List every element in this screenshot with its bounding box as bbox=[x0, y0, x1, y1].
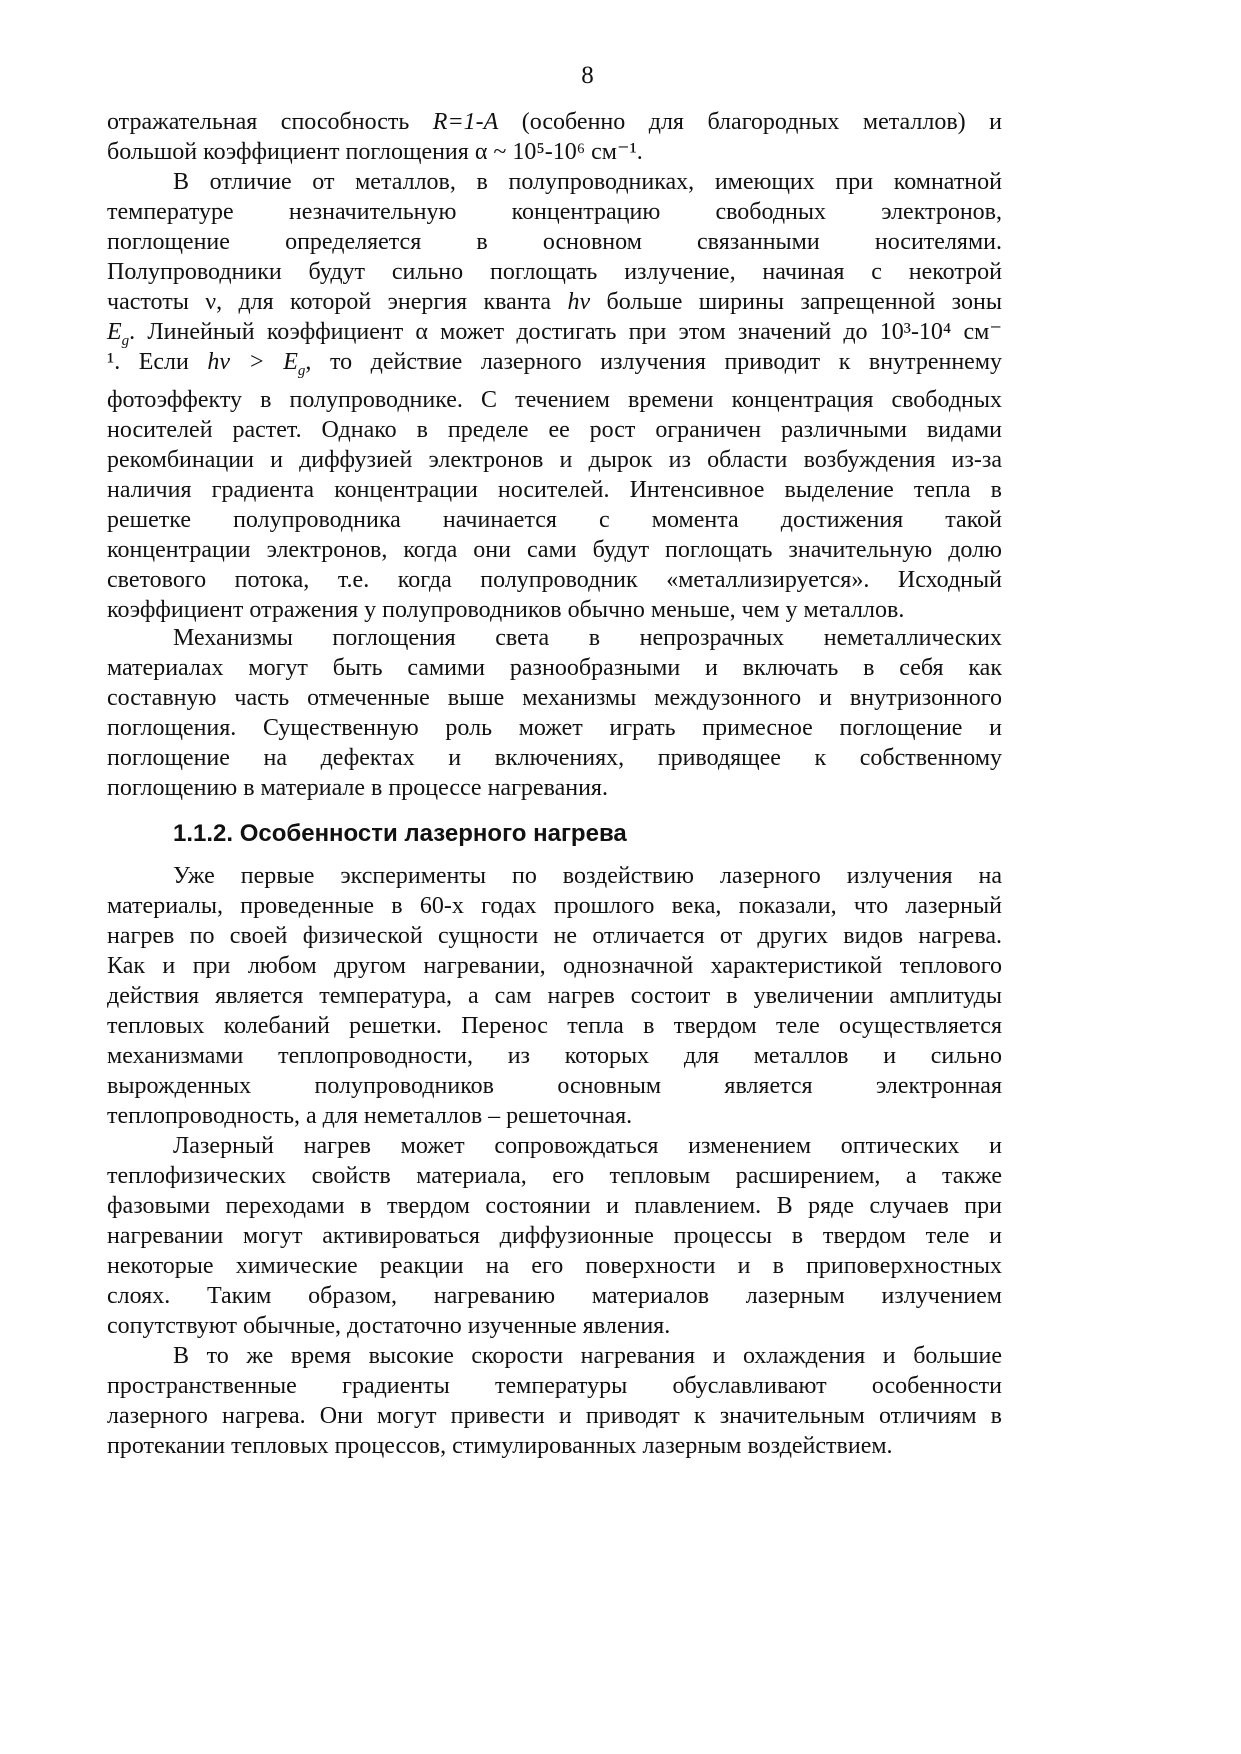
text-line bbox=[107, 1041, 1002, 1071]
text-segment: R=1-A bbox=[432, 109, 499, 135]
text-line bbox=[107, 257, 1002, 287]
text-segment: Полупроводники будут сильно поглощать излучение, начиная с некотрой bbox=[107, 259, 1002, 285]
text-segment: Уже первые эксперименты по воздействию лазерного излучения на bbox=[173, 863, 1002, 889]
text-segment: некоторые химические реакции на его поверхности и в приповерхностных bbox=[107, 1253, 1002, 1279]
text-segment: решетке полупроводника начинается с момента достижения такой bbox=[107, 507, 1002, 533]
text-segment: поглощения. Существенную роль может играть примесное поглощение и bbox=[107, 715, 1002, 741]
text-segment: поглощение на дефектах и включениях, приводящее к собственному bbox=[107, 745, 1002, 771]
text-segment: фотоэффекту в полупроводнике. С течением времени концентрация свободных bbox=[107, 387, 1002, 413]
text-segment: поглощение определяется в основном связанными носителями. bbox=[107, 229, 1002, 255]
text-line bbox=[107, 287, 1002, 317]
text-line bbox=[107, 743, 1002, 773]
text-line bbox=[107, 1281, 1002, 1311]
text-line bbox=[107, 415, 1002, 445]
text-segment: теплопроводность, а для неметаллов – решеточная. bbox=[107, 1103, 633, 1129]
text-line bbox=[107, 1131, 1002, 1161]
text-segment: . Линейный коэффициент α может достигать при этом значений до 10³-10⁴ см⁻ bbox=[129, 319, 1002, 345]
page-number: 8 bbox=[581, 62, 594, 89]
text-line bbox=[107, 1101, 1002, 1131]
paragraph-4 bbox=[107, 861, 1002, 1131]
text-segment: светового потока, т.е. когда полупроводник «металлизируется». Исходный bbox=[107, 567, 1002, 593]
section-heading: 1.1.2. Особенности лазерного нагрева bbox=[173, 820, 627, 847]
text-line bbox=[107, 317, 1002, 347]
text-segment: В отличие от металлов, в полупроводниках, имеющих при комнатной bbox=[173, 169, 1002, 195]
text-segment: hν > E bbox=[207, 349, 298, 375]
text-segment: материалы, проведенные в 60-х годах прошлого века, показали, что лазерный bbox=[107, 893, 1002, 919]
text-line bbox=[107, 385, 1002, 415]
paragraph-5 bbox=[107, 1131, 1002, 1341]
text-segment: действия является температура, а сам нагрев состоит в увеличении амплитуды bbox=[107, 983, 1002, 1009]
paragraph-2 bbox=[107, 167, 1002, 625]
text-segment: фазовыми переходами в твердом состоянии и плавлением. В ряде случаев при bbox=[107, 1193, 1002, 1219]
text-line bbox=[107, 107, 1002, 137]
text-line bbox=[107, 565, 1002, 595]
text-segment: Механизмы поглощения света в непрозрачных неметаллических bbox=[173, 625, 1002, 651]
text-segment: протекании тепловых процессов, стимулированных лазерным воздействием. bbox=[107, 1433, 893, 1459]
text-line bbox=[107, 1401, 1002, 1431]
text-segment: В то же время высокие скорости нагревания и охлаждения и большие bbox=[173, 1343, 1002, 1369]
text-segment: материалах могут быть самими разнообразными и включать в себя как bbox=[107, 655, 1002, 681]
text-line bbox=[107, 1311, 1002, 1341]
text-segment: нагревании могут активироваться диффузионные процессы в твердом теле и bbox=[107, 1223, 1002, 1249]
text-line bbox=[107, 1011, 1002, 1041]
text-segment: слоях. Таким образом, нагреванию материалов лазерным излучением bbox=[107, 1283, 1002, 1309]
text-segment: большой коэффициент поглощения α ~ 10⁵-10⁶ см⁻¹. bbox=[107, 139, 643, 165]
text-line bbox=[107, 137, 1002, 167]
text-line bbox=[107, 981, 1002, 1011]
text-line bbox=[107, 1251, 1002, 1281]
text-line bbox=[107, 1341, 1002, 1371]
text-segment: g bbox=[121, 332, 130, 349]
text-segment: Как и при любом другом нагревании, однозначной характеристикой теплового bbox=[107, 953, 1002, 979]
text-segment: Лазерный нагрев может сопровождаться изменением оптических и bbox=[173, 1133, 1002, 1159]
text-line bbox=[107, 1191, 1002, 1221]
text-line bbox=[107, 535, 1002, 565]
text-line bbox=[107, 1071, 1002, 1101]
text-line bbox=[107, 683, 1002, 713]
paragraph-3 bbox=[107, 623, 1002, 803]
text-segment: ¹. Если bbox=[107, 349, 208, 375]
text-segment: g bbox=[297, 362, 306, 379]
text-segment: лазерного нагрева. Они могут привести и приводят к значительным отличиям в bbox=[107, 1403, 1002, 1429]
text-line bbox=[107, 167, 1002, 197]
text-segment: , то действие лазерного излучения приводит к внутреннему bbox=[305, 349, 1003, 375]
text-segment: сопутствуют обычные, достаточно изученные явления. bbox=[107, 1313, 671, 1339]
text-segment: отражательная способность bbox=[107, 109, 433, 135]
text-segment: вырожденных полупроводников основным является электронная bbox=[107, 1073, 1002, 1099]
text-segment: E bbox=[107, 319, 122, 345]
text-line bbox=[107, 227, 1002, 257]
text-line bbox=[107, 1221, 1002, 1251]
text-line bbox=[107, 475, 1002, 505]
text-line bbox=[107, 1431, 1002, 1461]
text-line bbox=[107, 861, 1002, 891]
text-line bbox=[107, 1161, 1002, 1191]
paragraph-6 bbox=[107, 1341, 1002, 1461]
text-line bbox=[107, 891, 1002, 921]
text-line bbox=[107, 347, 1002, 377]
text-segment: наличия градиента концентрации носителей. Интенсивное выделение тепла в bbox=[107, 477, 1002, 503]
text-line bbox=[107, 623, 1002, 653]
text-line bbox=[107, 197, 1002, 227]
text-segment: механизмами теплопроводности, из которых для металлов и сильно bbox=[107, 1043, 1002, 1069]
text-line bbox=[107, 505, 1002, 535]
text-segment: частоты ν, для которой энергия кванта bbox=[107, 289, 568, 315]
text-segment: концентрации электронов, когда они сами будут поглощать значительную долю bbox=[107, 537, 1002, 563]
text-segment: теплофизических свойств материала, его тепловым расширением, а также bbox=[107, 1163, 1002, 1189]
text-line bbox=[107, 1371, 1002, 1401]
paragraph-1 bbox=[107, 107, 1002, 167]
text-segment: коэффициент отражения у полупроводников обычно меньше, чем у металлов. bbox=[107, 597, 905, 623]
text-segment: температуре незначительную концентрацию свободных электронов, bbox=[107, 199, 1002, 225]
text-line bbox=[107, 445, 1002, 475]
text-segment: тепловых колебаний решетки. Перенос тепла в твердом теле осуществляется bbox=[107, 1013, 1002, 1039]
text-segment: пространственные градиенты температуры обуславливают особенности bbox=[107, 1373, 1002, 1399]
text-line bbox=[107, 713, 1002, 743]
text-segment: нагрев по своей физической сущности не отличается от других видов нагрева. bbox=[107, 923, 1002, 949]
text-segment: hν bbox=[567, 289, 591, 315]
text-segment: больше ширины запрещенной зоны bbox=[590, 289, 1002, 315]
text-segment: составную часть отмеченные выше механизмы междузонного и внутризонного bbox=[107, 685, 1002, 711]
text-line bbox=[107, 951, 1002, 981]
text-segment: носителей растет. Однако в пределе ее рост ограничен различными видами bbox=[107, 417, 1002, 443]
text-line bbox=[107, 595, 1002, 625]
text-line bbox=[107, 653, 1002, 683]
text-segment: рекомбинации и диффузией электронов и дырок из области возбуждения из-за bbox=[107, 447, 1002, 473]
text-segment: поглощению в материале в процессе нагревания. bbox=[107, 775, 608, 801]
text-line bbox=[107, 921, 1002, 951]
text-line bbox=[107, 773, 1002, 803]
text-segment: (особенно для благородных металлов) и bbox=[498, 109, 1002, 135]
